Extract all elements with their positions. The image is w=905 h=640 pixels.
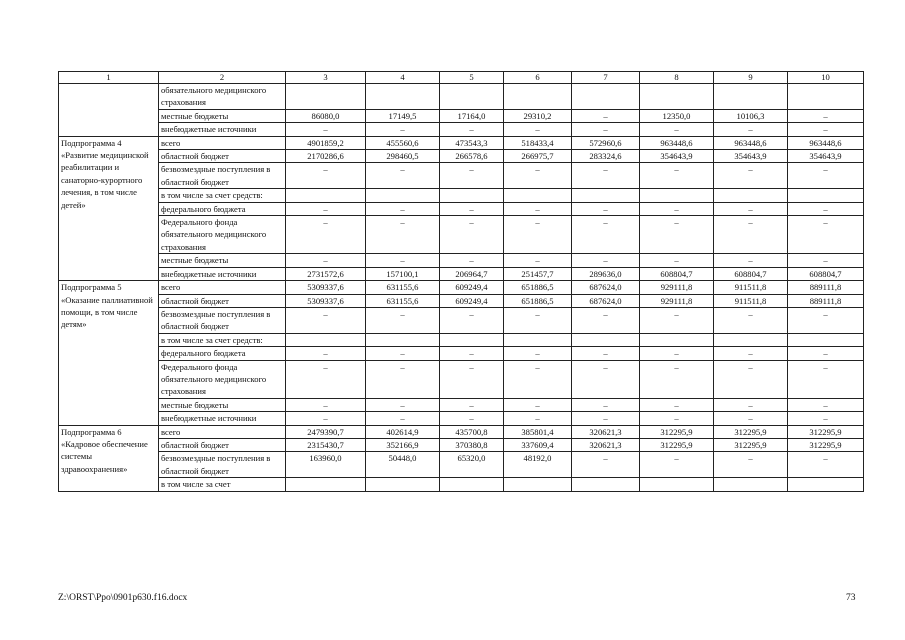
column-header: 5 <box>440 72 504 84</box>
table-row <box>59 163 864 189</box>
value-cell: 4901859,2 <box>286 136 366 149</box>
value-cell: 312295,9 <box>640 425 714 438</box>
value-cell: – <box>572 452 640 478</box>
value-cell: 266975,7 <box>504 150 572 163</box>
value-cell: 402614,9 <box>366 425 440 438</box>
funding-source-cell: местные бюджеты <box>159 109 286 122</box>
value-cell: – <box>504 123 572 136</box>
value-cell: 5309337,6 <box>286 294 366 307</box>
value-cell: 289636,0 <box>572 267 640 280</box>
column-header: 3 <box>286 72 366 84</box>
table-row <box>59 425 864 438</box>
value-cell: – <box>366 398 440 411</box>
value-cell: – <box>366 202 440 215</box>
value-cell: 298460,5 <box>366 150 440 163</box>
value-cell <box>504 333 572 346</box>
value-cell: – <box>714 216 788 254</box>
value-cell: 337609,4 <box>504 438 572 451</box>
value-cell <box>640 478 714 491</box>
value-cell: 631155,6 <box>366 294 440 307</box>
value-cell <box>504 84 572 110</box>
value-cell: – <box>640 216 714 254</box>
value-cell: – <box>640 360 714 398</box>
value-cell <box>366 478 440 491</box>
value-cell <box>714 333 788 346</box>
value-cell: – <box>286 398 366 411</box>
value-cell: 631155,6 <box>366 281 440 294</box>
value-cell: – <box>504 347 572 360</box>
program-name-cell: Подпрограмма 4 «Развитие медицинской реабилитации и санаторно-курортного лечения, в том числе детей» <box>59 136 159 280</box>
value-cell <box>714 478 788 491</box>
value-cell: – <box>640 163 714 189</box>
value-cell: 10106,3 <box>714 109 788 122</box>
column-header: 7 <box>572 72 640 84</box>
value-cell: – <box>440 216 504 254</box>
value-cell: 518433,4 <box>504 136 572 149</box>
value-cell: – <box>504 307 572 333</box>
table-row <box>59 360 864 398</box>
funding-source-cell: областной бюджет <box>159 294 286 307</box>
value-cell <box>640 84 714 110</box>
funding-source-cell: внебюджетные источники <box>159 412 286 425</box>
value-cell: 2479390,7 <box>286 425 366 438</box>
table-row <box>59 123 864 136</box>
value-cell: 312295,9 <box>714 438 788 451</box>
value-cell: 687624,0 <box>572 281 640 294</box>
value-cell: – <box>286 163 366 189</box>
funding-source-cell: обязательного медицинского страхования <box>159 84 286 110</box>
value-cell <box>572 478 640 491</box>
value-cell: – <box>366 307 440 333</box>
table-row <box>59 109 864 122</box>
funding-source-cell: внебюджетные источники <box>159 123 286 136</box>
value-cell <box>714 84 788 110</box>
value-cell: 2170286,6 <box>286 150 366 163</box>
value-cell: 29310,2 <box>504 109 572 122</box>
funding-source-cell: областной бюджет <box>159 150 286 163</box>
column-number-row <box>59 72 864 84</box>
funding-source-cell: Федерального фонда обязательного медицинского страхования <box>159 216 286 254</box>
table-row <box>59 267 864 280</box>
value-cell <box>286 333 366 346</box>
table-row <box>59 136 864 149</box>
table-row <box>59 189 864 202</box>
value-cell: – <box>572 398 640 411</box>
value-cell: 2315430,7 <box>286 438 366 451</box>
value-cell: – <box>286 254 366 267</box>
value-cell: 251457,7 <box>504 267 572 280</box>
value-cell: – <box>440 254 504 267</box>
value-cell: – <box>366 123 440 136</box>
value-cell: 609249,4 <box>440 294 504 307</box>
value-cell: – <box>788 163 864 189</box>
funding-source-cell: всего <box>159 136 286 149</box>
value-cell <box>286 84 366 110</box>
value-cell <box>440 333 504 346</box>
table-row <box>59 398 864 411</box>
value-cell: – <box>714 254 788 267</box>
value-cell: 17164,0 <box>440 109 504 122</box>
value-cell: – <box>640 412 714 425</box>
value-cell: – <box>714 452 788 478</box>
value-cell: 206964,7 <box>440 267 504 280</box>
table-row <box>59 452 864 478</box>
value-cell: – <box>440 360 504 398</box>
value-cell: 385801,4 <box>504 425 572 438</box>
funding-source-cell: в том числе за счет <box>159 478 286 491</box>
value-cell: – <box>572 412 640 425</box>
value-cell <box>572 333 640 346</box>
value-cell <box>504 189 572 202</box>
value-cell: – <box>504 398 572 411</box>
value-cell: – <box>572 163 640 189</box>
value-cell: 354643,9 <box>640 150 714 163</box>
value-cell: – <box>788 347 864 360</box>
value-cell: – <box>714 398 788 411</box>
value-cell: – <box>504 163 572 189</box>
value-cell: – <box>714 307 788 333</box>
value-cell: 320621,3 <box>572 425 640 438</box>
value-cell: 929111,8 <box>640 281 714 294</box>
value-cell: 312295,9 <box>714 425 788 438</box>
value-cell: – <box>714 412 788 425</box>
funding-source-cell: всего <box>159 425 286 438</box>
value-cell <box>440 478 504 491</box>
column-header: 10 <box>788 72 864 84</box>
funding-source-cell: всего <box>159 281 286 294</box>
value-cell: – <box>440 347 504 360</box>
column-header: 8 <box>640 72 714 84</box>
value-cell <box>788 84 864 110</box>
page-number: 73 <box>846 593 856 603</box>
value-cell: – <box>788 123 864 136</box>
value-cell: – <box>366 216 440 254</box>
program-name-cell: Подпрограмма 6 «Кадровое обеспечение системы здравоохранения» <box>59 425 159 491</box>
value-cell: 608804,7 <box>714 267 788 280</box>
table-row <box>59 347 864 360</box>
program-name-cell: Подпрограмма 5 «Оказание паллиативной помощи, в том числе детям» <box>59 281 159 425</box>
value-cell <box>640 189 714 202</box>
value-cell <box>788 189 864 202</box>
value-cell: – <box>440 123 504 136</box>
value-cell: – <box>640 398 714 411</box>
value-cell <box>366 189 440 202</box>
value-cell <box>286 189 366 202</box>
value-cell: – <box>714 163 788 189</box>
funding-source-cell: безвозмездные поступления в областной бюджет <box>159 452 286 478</box>
value-cell: – <box>788 254 864 267</box>
value-cell: – <box>572 307 640 333</box>
value-cell: 65320,0 <box>440 452 504 478</box>
value-cell: 963448,6 <box>788 136 864 149</box>
funding-source-cell: безвозмездные поступления в областной бюджет <box>159 163 286 189</box>
value-cell <box>440 84 504 110</box>
table-row <box>59 438 864 451</box>
value-cell: 651886,5 <box>504 281 572 294</box>
value-cell: – <box>366 163 440 189</box>
value-cell: – <box>286 216 366 254</box>
table-row <box>59 412 864 425</box>
table-body <box>59 84 864 492</box>
column-header: 9 <box>714 72 788 84</box>
value-cell: – <box>572 123 640 136</box>
value-cell: – <box>504 202 572 215</box>
value-cell <box>286 478 366 491</box>
value-cell: – <box>640 307 714 333</box>
value-cell: – <box>640 202 714 215</box>
value-cell: – <box>572 360 640 398</box>
funding-source-cell: федерального бюджета <box>159 347 286 360</box>
value-cell: 889111,8 <box>788 281 864 294</box>
value-cell: – <box>788 307 864 333</box>
funding-source-cell: Федерального фонда обязательного медицинского страхования <box>159 360 286 398</box>
value-cell: – <box>504 360 572 398</box>
value-cell: – <box>504 254 572 267</box>
value-cell: 455560,6 <box>366 136 440 149</box>
value-cell: – <box>504 216 572 254</box>
value-cell: 312295,9 <box>788 438 864 451</box>
value-cell: – <box>504 412 572 425</box>
value-cell: – <box>788 398 864 411</box>
value-cell: – <box>440 307 504 333</box>
value-cell: – <box>788 216 864 254</box>
program-name-cell <box>59 84 159 137</box>
value-cell <box>572 189 640 202</box>
value-cell: 608804,7 <box>788 267 864 280</box>
funding-source-cell: в том числе за счет средств: <box>159 189 286 202</box>
funding-source-cell: областной бюджет <box>159 438 286 451</box>
funding-source-cell: безвозмездные поступления в областной бюджет <box>159 307 286 333</box>
value-cell: 572960,6 <box>572 136 640 149</box>
value-cell: 12350,0 <box>640 109 714 122</box>
value-cell: 312295,9 <box>788 425 864 438</box>
value-cell: – <box>640 254 714 267</box>
value-cell: – <box>572 202 640 215</box>
value-cell: 283324,6 <box>572 150 640 163</box>
value-cell: 963448,6 <box>714 136 788 149</box>
funding-source-cell: внебюджетные источники <box>159 267 286 280</box>
value-cell: – <box>366 347 440 360</box>
value-cell <box>366 84 440 110</box>
value-cell: – <box>440 163 504 189</box>
value-cell: 435700,8 <box>440 425 504 438</box>
budget-table <box>58 71 864 492</box>
value-cell: – <box>572 109 640 122</box>
table-row <box>59 478 864 491</box>
value-cell: – <box>286 360 366 398</box>
table-row <box>59 202 864 215</box>
value-cell <box>714 189 788 202</box>
value-cell: 370380,8 <box>440 438 504 451</box>
table-row <box>59 333 864 346</box>
value-cell: 473543,3 <box>440 136 504 149</box>
value-cell <box>440 189 504 202</box>
funding-source-cell: местные бюджеты <box>159 398 286 411</box>
value-cell: 609249,4 <box>440 281 504 294</box>
column-header: 1 <box>59 72 159 84</box>
value-cell: 911511,8 <box>714 294 788 307</box>
value-cell: 17149,5 <box>366 109 440 122</box>
funding-source-cell: местные бюджеты <box>159 254 286 267</box>
value-cell: – <box>714 347 788 360</box>
value-cell: – <box>640 452 714 478</box>
value-cell: – <box>572 254 640 267</box>
value-cell <box>572 84 640 110</box>
value-cell: – <box>366 254 440 267</box>
value-cell <box>788 478 864 491</box>
value-cell: – <box>286 412 366 425</box>
value-cell: 354643,9 <box>788 150 864 163</box>
value-cell: 651886,5 <box>504 294 572 307</box>
value-cell: 50448,0 <box>366 452 440 478</box>
value-cell: 312295,9 <box>640 438 714 451</box>
value-cell: – <box>286 347 366 360</box>
value-cell <box>366 333 440 346</box>
table-row <box>59 216 864 254</box>
value-cell: – <box>640 347 714 360</box>
value-cell: – <box>440 202 504 215</box>
value-cell <box>788 333 864 346</box>
value-cell: 352166,9 <box>366 438 440 451</box>
table-row <box>59 307 864 333</box>
value-cell: – <box>286 307 366 333</box>
value-cell: – <box>714 123 788 136</box>
value-cell: 354643,9 <box>714 150 788 163</box>
table-row <box>59 150 864 163</box>
value-cell <box>640 333 714 346</box>
table-row <box>59 281 864 294</box>
value-cell: 608804,7 <box>640 267 714 280</box>
value-cell: – <box>440 398 504 411</box>
value-cell: – <box>640 123 714 136</box>
value-cell: – <box>366 360 440 398</box>
table-row <box>59 254 864 267</box>
value-cell: – <box>286 202 366 215</box>
column-header: 6 <box>504 72 572 84</box>
funding-source-cell: в том числе за счет средств: <box>159 333 286 346</box>
funding-source-cell: федерального бюджета <box>159 202 286 215</box>
table-row <box>59 294 864 307</box>
value-cell: 889111,8 <box>788 294 864 307</box>
value-cell: 5309337,6 <box>286 281 366 294</box>
value-cell: – <box>572 347 640 360</box>
table-row <box>59 84 864 110</box>
column-header: 4 <box>366 72 440 84</box>
value-cell: – <box>788 412 864 425</box>
value-cell: – <box>788 202 864 215</box>
value-cell: 320621,3 <box>572 438 640 451</box>
value-cell: 86080,0 <box>286 109 366 122</box>
footer-file-path: Z:\ORST\Ppo\0901p630.f16.docx <box>58 593 188 603</box>
value-cell: 929111,8 <box>640 294 714 307</box>
value-cell: 2731572,6 <box>286 267 366 280</box>
value-cell: – <box>440 412 504 425</box>
value-cell: – <box>572 216 640 254</box>
value-cell: – <box>714 202 788 215</box>
value-cell: 911511,8 <box>714 281 788 294</box>
value-cell: – <box>788 452 864 478</box>
column-header: 2 <box>159 72 286 84</box>
value-cell: 157100,1 <box>366 267 440 280</box>
value-cell: 48192,0 <box>504 452 572 478</box>
value-cell: – <box>714 360 788 398</box>
value-cell: – <box>286 123 366 136</box>
value-cell: – <box>788 109 864 122</box>
value-cell <box>504 478 572 491</box>
value-cell: 163960,0 <box>286 452 366 478</box>
value-cell: – <box>788 360 864 398</box>
value-cell: 687624,0 <box>572 294 640 307</box>
value-cell: 963448,6 <box>640 136 714 149</box>
value-cell: 266578,6 <box>440 150 504 163</box>
value-cell: – <box>366 412 440 425</box>
